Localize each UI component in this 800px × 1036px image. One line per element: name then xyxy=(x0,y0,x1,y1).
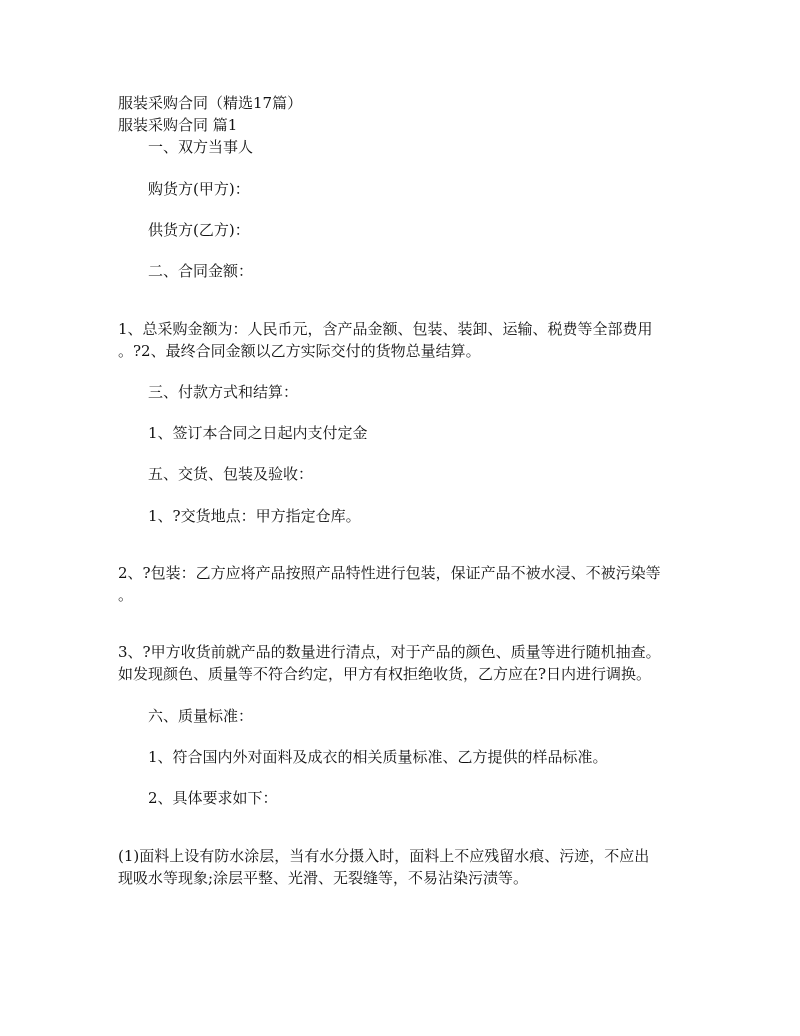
document-subtitle: 服装采购合同 篇1 xyxy=(118,116,238,134)
section-heading-parties: 一、双方当事人 xyxy=(148,138,254,156)
paragraph-line: 1、符合国内外对面料及成衣的相关质量标准、乙方提供的样品标准。 xyxy=(148,748,608,766)
supplier-line: 供货方(乙方)： xyxy=(148,221,250,239)
paragraph-line: 1、签订本合同之日起内支付定金 xyxy=(148,424,368,442)
buyer-line: 购货方(甲方)： xyxy=(148,180,250,198)
paragraph-line: 1、总采购金额为：人民币元，含产品金额、包装、装卸、运输、税费等全部费用 xyxy=(118,320,653,338)
document-title: 服装采购合同（精选17篇） xyxy=(118,94,303,112)
paragraph-line: 2、具体要求如下： xyxy=(148,789,278,807)
section-heading-quality: 六、质量标准： xyxy=(148,707,254,725)
section-heading-delivery: 五、交货、包装及验收： xyxy=(148,465,314,483)
paragraph-line: 1、?交货地点：甲方指定仓库。 xyxy=(148,507,361,525)
paragraph-line: 。?2、最终合同金额以乙方实际交付的货物总量结算。 xyxy=(118,342,481,360)
paragraph-line: 现吸水等现象;涂层平整、光滑、无裂缝等，不易沾染污渍等。 xyxy=(118,869,529,887)
paragraph-line: (1)面料上设有防水涂层，当有水分摄入时，面料上不应残留水痕、污迹，不应出 xyxy=(118,847,650,865)
section-heading-amount: 二、合同金额： xyxy=(148,262,254,280)
paragraph-line: 3、?甲方收货前就产品的数量进行清点，对于产品的颜色、质量等进行随机抽查。 xyxy=(118,643,661,661)
paragraph-line: 。 xyxy=(118,586,134,604)
paragraph-line: 2、?包装：乙方应将产品按照产品特性进行包装，保证产品不被水浸、不被污染等 xyxy=(118,564,661,582)
section-heading-payment: 三、付款方式和结算： xyxy=(148,383,299,401)
paragraph-line: 如发现颜色、质量等不符合约定，甲方有权拒绝收货，乙方应在?日内进行调换。 xyxy=(118,665,652,683)
